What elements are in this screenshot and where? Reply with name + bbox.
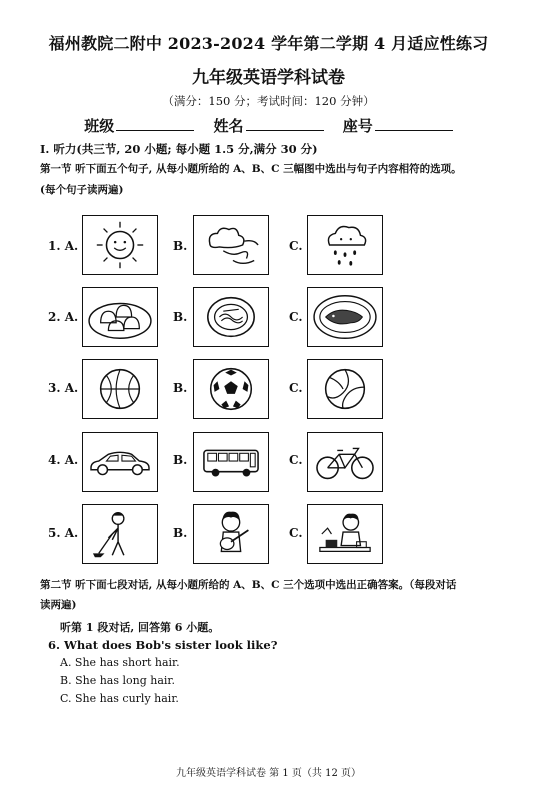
basketball-icon bbox=[83, 360, 157, 418]
q5-option-c[interactable] bbox=[307, 504, 383, 564]
sun-icon bbox=[83, 216, 157, 274]
q3-option-b[interactable] bbox=[193, 359, 269, 419]
bus-icon bbox=[194, 433, 268, 491]
q4-option-c-label: C. bbox=[289, 453, 303, 467]
page-footer: 九年级英语学科试卷 第 1 页（共 12 页） bbox=[176, 768, 361, 779]
field-name-blank[interactable] bbox=[246, 116, 324, 131]
field-seat-label: 座号 bbox=[342, 117, 373, 135]
boy-studying-icon bbox=[308, 505, 382, 563]
q6-option-a[interactable]: A. She has short hair. bbox=[60, 656, 180, 669]
field-seat-blank[interactable] bbox=[375, 116, 453, 131]
question-1-label: 1. A. bbox=[48, 239, 79, 253]
q3-option-a[interactable] bbox=[82, 359, 158, 419]
q3-option-b-label: B. bbox=[173, 381, 188, 395]
q5-option-b-label: B. bbox=[173, 526, 188, 540]
bicycle-icon bbox=[308, 433, 382, 491]
q6-option-b[interactable]: B. She has long hair. bbox=[60, 674, 175, 687]
question-2-label: 2. A. bbox=[48, 310, 79, 324]
q2-option-c-label: C. bbox=[289, 310, 303, 324]
field-class-blank[interactable] bbox=[116, 116, 194, 131]
fish-dish-icon bbox=[308, 288, 382, 346]
q4-option-b-label: B. bbox=[173, 453, 188, 467]
dumplings-icon bbox=[83, 288, 157, 346]
q2-option-b[interactable] bbox=[193, 287, 269, 347]
q3-option-c[interactable] bbox=[307, 359, 383, 419]
q2-option-c[interactable] bbox=[307, 287, 383, 347]
part1-heading: I. 听力(共三节, 20 小题; 每小题 1.5 分,满分 30 分) bbox=[40, 142, 318, 156]
question-6-stem: 6. What does Bob's sister look like? bbox=[48, 638, 278, 652]
car-icon bbox=[83, 433, 157, 491]
boy-sweeping-icon bbox=[83, 505, 157, 563]
q1-option-a[interactable] bbox=[82, 215, 158, 275]
q3-option-c-label: C. bbox=[289, 381, 303, 395]
q1-option-b[interactable] bbox=[193, 215, 269, 275]
question-3-label: 3. A. bbox=[48, 381, 79, 395]
dialog-1-prompt: 听第 1 段对话, 回答第 6 小题。 bbox=[60, 621, 220, 634]
q5-option-b[interactable] bbox=[193, 504, 269, 564]
question-5-label: 5. A. bbox=[48, 526, 79, 540]
noodles-icon bbox=[194, 288, 268, 346]
section2-note: 读两遍) bbox=[40, 599, 77, 611]
boy-guitar-icon bbox=[194, 505, 268, 563]
volleyball-icon bbox=[308, 360, 382, 418]
rain-icon bbox=[308, 216, 382, 274]
student-fields bbox=[0, 115, 537, 136]
field-class-label: 班级 bbox=[84, 117, 115, 135]
q2-option-a[interactable] bbox=[82, 287, 158, 347]
q1-option-b-label: B. bbox=[173, 239, 188, 253]
q5-option-a[interactable] bbox=[82, 504, 158, 564]
field-name-label: 姓名 bbox=[213, 117, 244, 135]
q6-option-c[interactable]: C. She has curly hair. bbox=[60, 692, 179, 705]
q2-option-b-label: B. bbox=[173, 310, 188, 324]
section2-instruction: 第二节 听下面七段对话, 从每小题所给的 A、B、C 三个选项中选出正确答案。（每段对话 bbox=[40, 579, 457, 591]
soccer-ball-icon bbox=[194, 360, 268, 418]
q1-option-c[interactable] bbox=[307, 215, 383, 275]
section1-note: (每个句子读两遍) bbox=[40, 184, 124, 196]
wind-icon bbox=[194, 216, 268, 274]
exam-title: 福州教院二附中 2023-2024 学年第二学期 4 月适应性练习 bbox=[48, 34, 489, 53]
section1-instruction: 第一节 听下面五个句子, 从每小题所给的 A、B、C 三幅图中选出与句子内容相符的选项。 bbox=[40, 163, 462, 175]
exam-subtitle: 九年级英语学科试卷 bbox=[192, 68, 345, 88]
q5-option-c-label: C. bbox=[289, 526, 303, 540]
q4-option-b[interactable] bbox=[193, 432, 269, 492]
exam-meta: （满分：150 分；考试时间：120 分钟） bbox=[162, 94, 375, 108]
q4-option-a[interactable] bbox=[82, 432, 158, 492]
q1-option-c-label: C. bbox=[289, 239, 303, 253]
question-4-label: 4. A. bbox=[48, 453, 79, 467]
q4-option-c[interactable] bbox=[307, 432, 383, 492]
